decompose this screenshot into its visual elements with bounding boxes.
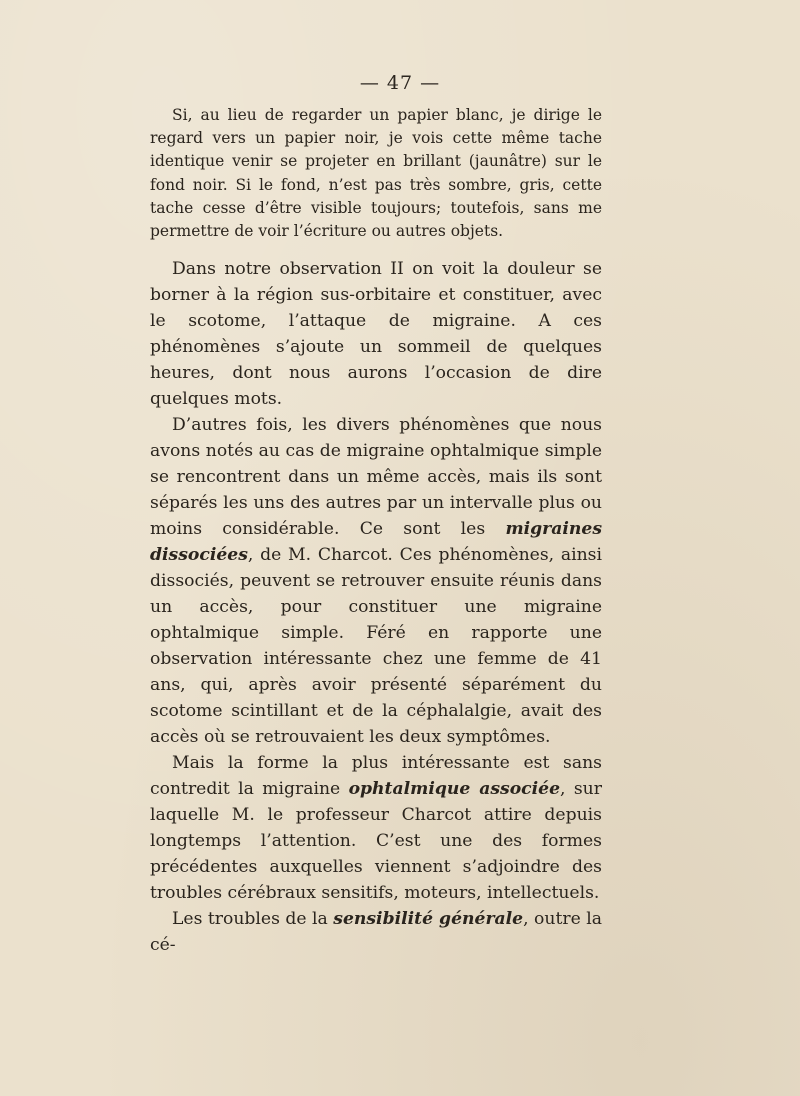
paragraph-4 <box>150 750 602 906</box>
paragraph-1: Si, au lieu de regarder un papier blanc, je dirige le regard vers un papier noir, je vois cette même tache identique venir se projeter en brillant (jaunâtre) sur le fond noir. Si le fond, n’est pas très sombre, gris, cette tache cesse d’être visible toujours; toutefois, sans me permettre de voir l’écriture ou autres objets. <box>150 106 602 241</box>
paragraph-3-text-b: , de M. Charcot. Ces phénomènes, ainsi dissociés, peuvent se retrouver ensuite réunis dans un accès, pour constituer une migraine ophtalmique simple. Féré en rapporte une observation intéressante chez une femme de 41 ans, qui, après avoir présenté séparément du scotome scintillant et de la céphalalgie, avait des accès où se retrouvaient les deux symptômes. <box>150 545 602 747</box>
paragraph-2: Dans notre observation II on voit la douleur se borner à la région sus-orbitaire et constituer, avec le scotome, l’attaque de migraine. A ces phénomènes s’ajoute un sommeil de quelques heures, dont nous aurons l’occasion de dire quelques mots. <box>150 259 602 409</box>
paragraph-3 <box>150 412 602 750</box>
emphasis-ophtalmique-associee: ophtalmique associée <box>348 779 561 799</box>
paragraph-5 <box>150 906 602 958</box>
paragraph-4-text-a: Mais la forme la plus intéressante est sans contredit la migraine <box>150 753 602 799</box>
text-block-main <box>150 256 602 958</box>
page-number: — 47 — <box>359 72 441 94</box>
paragraph-4-text-b: , sur laquelle M. le professeur Charcot attire depuis longtemps l’attention. C’est une des formes précédentes auxquelles viennent s’adjoindre des troubles cérébraux sensitifs, moteurs, intellectuels. <box>150 779 602 903</box>
emphasis-sensibilite-generale: sensibilité générale <box>333 909 524 929</box>
paragraph-5-text-b: , outre la cé- <box>150 909 602 955</box>
paragraph-5-text-a: Les troubles de la <box>172 909 334 929</box>
text-block-top <box>150 104 602 243</box>
emphasis-migraines-dissociees: migraines dissociées <box>150 519 602 565</box>
paragraph-3-text-a: D’autres fois, les divers phénomènes que nous avons notés au cas de migraine ophtalmique simple se rencontrent dans un même accès, mais ils sont séparés les uns des autres par un intervalle plus ou moins considérable. Ce sont les <box>150 415 602 539</box>
